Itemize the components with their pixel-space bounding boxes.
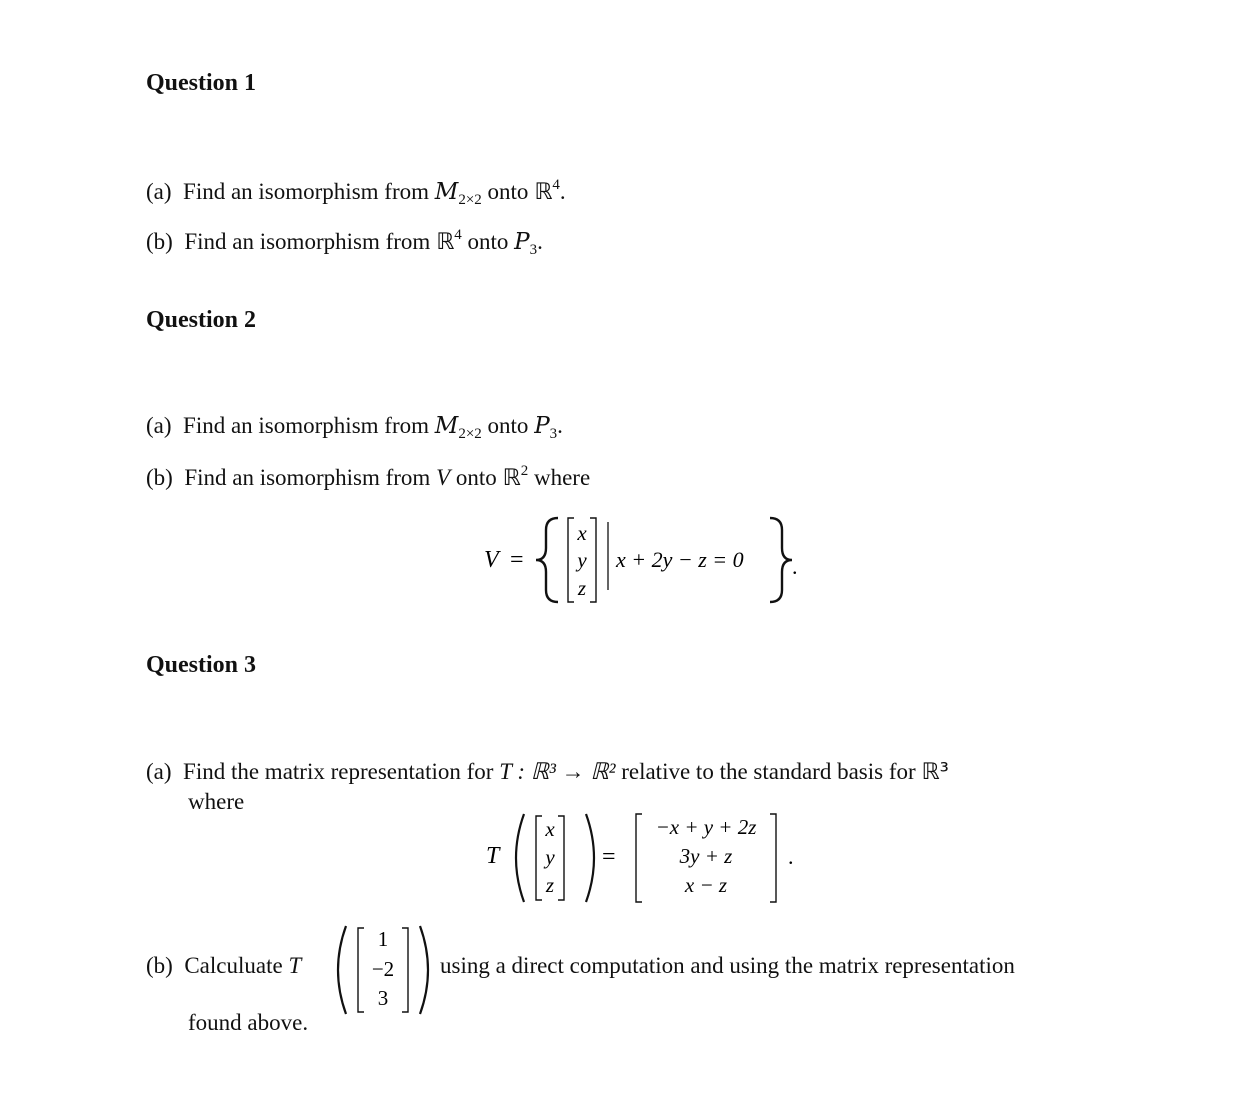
map-equation [478, 808, 808, 908]
q2b-onto: onto [455, 465, 497, 490]
set-vector-x: x [577, 521, 587, 545]
q1b-space2: P [514, 229, 530, 255]
q1b-space1-sup: 4 [454, 227, 462, 243]
set-condition: x + 2y − z = 0 [616, 547, 744, 572]
q1a-space1: M [434, 179, 459, 205]
q3b-vector-expression [328, 922, 438, 1018]
question-1-title: Question 1 [146, 70, 257, 96]
q3a-map: T : ℝ³ → ℝ² [499, 759, 616, 784]
q2b-label: (b) [146, 465, 173, 490]
q1-part-b [146, 227, 543, 259]
q1a-label: (a) [146, 179, 172, 204]
q1b-space2-sub: 3 [529, 242, 538, 258]
question-3-title: Question 3 [146, 652, 257, 678]
q3b-lead-line [146, 953, 301, 979]
q2b-tail: where [533, 465, 591, 490]
map-output-1: −x + y + 2z [655, 815, 757, 839]
q3b-left-paren-icon [338, 926, 346, 1014]
q3a-label: (a) [146, 759, 172, 784]
q1a-space1-sub: 2×2 [458, 192, 482, 208]
set-lhs: V [484, 547, 499, 573]
q3a-text: Find the matrix representation for [183, 759, 494, 784]
q3b-continuation: found above. [188, 1010, 309, 1035]
map-output-left-bracket-icon [636, 814, 642, 902]
map-output-2: 3y + z [679, 844, 733, 868]
q2a-end: . [557, 413, 563, 438]
q3-part-a [146, 759, 949, 785]
set-equation [470, 510, 810, 610]
q2b-var: V [436, 465, 451, 490]
q2a-space1-sub: 2×2 [458, 426, 482, 442]
q1a-space2-sup: 4 [552, 177, 560, 193]
q1b-space1: ℝ [436, 229, 455, 255]
q2-part-b [146, 463, 590, 491]
map-output-3: x − z [684, 873, 728, 897]
map-input-x: x [545, 817, 555, 841]
q2b-lead: Find an isomorphism from [184, 465, 431, 490]
map-input-right-bracket-icon [558, 816, 564, 900]
q2a-space2-sub: 3 [549, 426, 558, 442]
q1a-lead: Find an isomorphism from [183, 179, 430, 204]
q2b-space2-sup: 2 [520, 463, 529, 479]
right-brace-icon [770, 518, 792, 602]
set-eq-sign: = [510, 547, 524, 573]
vector-right-bracket-icon [590, 518, 596, 602]
vector-left-bracket-icon [568, 518, 574, 602]
set-vector-z: z [577, 576, 587, 600]
q1b-lead: Find an isomorphism from [184, 229, 431, 254]
map-fn: T [486, 843, 500, 869]
q3b-label: (b) [146, 953, 173, 978]
left-brace-icon [536, 518, 558, 602]
q3a-text2: relative to the standard basis for [621, 759, 916, 784]
question-2-title: Question 2 [146, 307, 257, 333]
set-end: . [792, 554, 798, 579]
q2a-lead: Find an isomorphism from [183, 413, 430, 438]
set-vector-y: y [577, 548, 587, 572]
q1a-onto: onto [487, 179, 529, 204]
q3b-lead: Calculuate [184, 953, 283, 978]
q3b-vector-3: 3 [377, 986, 389, 1010]
q2b-space2: ℝ [502, 465, 521, 491]
q3b-fn: T [288, 953, 302, 978]
q3a-space: ℝ³ [921, 759, 949, 785]
map-end: . [788, 844, 794, 869]
q2a-space2: P [534, 413, 550, 439]
map-output-right-bracket-icon [770, 814, 776, 902]
q3b-vector-1: 1 [377, 927, 389, 951]
q2a-label: (a) [146, 413, 172, 438]
map-eq-sign: = [602, 844, 616, 870]
q3b-right-bracket-icon [402, 928, 408, 1012]
q3b-right-paren-icon [420, 926, 428, 1014]
q3a-continuation: where [188, 789, 245, 814]
q1-part-a [146, 177, 566, 209]
q1b-onto: onto [467, 229, 509, 254]
q2-part-a [146, 413, 563, 443]
map-left-paren-icon [516, 814, 524, 902]
q1a-space2: ℝ [534, 179, 553, 205]
map-input-z: z [545, 873, 555, 897]
q1b-end: . [537, 229, 543, 254]
q1b-label: (b) [146, 229, 173, 254]
q3b-text: using a direct computation and using the matrix representation [440, 953, 1015, 978]
q2a-onto: onto [487, 413, 529, 438]
q3b-vector-2: −2 [371, 957, 395, 981]
q2a-space1: M [434, 413, 459, 439]
map-right-paren-icon [586, 814, 594, 902]
map-input-left-bracket-icon [536, 816, 542, 900]
q1a-end: . [559, 179, 566, 204]
q3b-left-bracket-icon [358, 928, 364, 1012]
map-input-y: y [545, 845, 555, 869]
